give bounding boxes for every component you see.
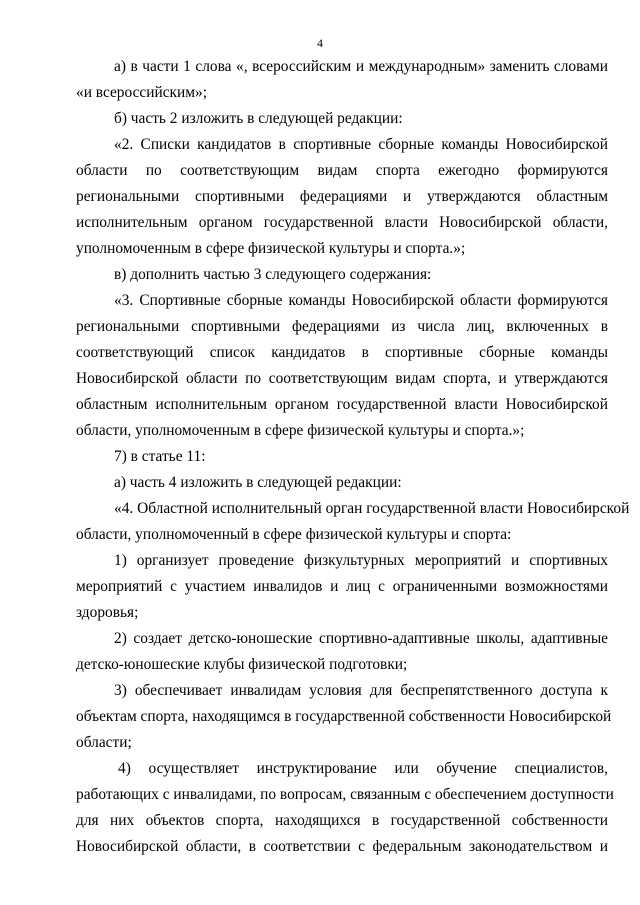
text-line: а) в части 1 слова «, всероссийским и международным» заменить словами [114,58,608,75]
text-line: 1) организует проведение физкультурных мероприятий и спортивных [114,552,608,569]
text-line: областным исполнительным органом государственной власти Новосибирской [76,396,608,413]
page-number: 4 [317,36,323,50]
text-line: 7) в статье 11: [114,448,206,465]
text-line: Новосибирской области, в соответствии с федеральным законодательством и [76,838,608,855]
text-line: «4. Областной исполнительный орган государственной власти Новосибирской [114,500,630,517]
text-line: детско-юношеские клубы физической подготовки; [76,656,408,673]
text-line: 3) обеспечивает инвалидам условия для беспрепятственного доступа к [114,682,608,699]
text-line: а) часть 4 изложить в следующей редакции: [114,474,402,491]
text-line: для них объектов спорта, находящихся в государственной собственности [76,812,608,829]
text-line: в) дополнить частью 3 следующего содержания: [114,266,432,283]
text-line: мероприятий с участием инвалидов и лиц с ограниченными возможностями [76,578,608,595]
text-line: исполнительным органом государственной власти Новосибирской области, [76,214,608,231]
text-line: уполномоченным в сфере физической культуры и спорта.»; [76,240,466,257]
text-line: здоровья; [76,604,139,621]
text-line: 2) создает детско-юношеские спортивно-адаптивные школы, адаптивные [114,630,608,647]
text-line: объектам спорта, находящимся в государственной собственности Новосибирской [76,708,612,725]
text-line: области, уполномоченным в сфере физической культуры и спорта.»; [76,422,525,439]
text-line: области, уполномоченный в сфере физической культуры и спорта: [76,526,512,543]
text-line: б) часть 2 изложить в следующей редакции: [114,110,403,127]
text-line: региональными спортивными федерациями и утверждаются областным [76,188,608,205]
text-line: работающих с инвалидами, по вопросам, связанным с обеспечением доступности [76,786,614,803]
text-line: соответствующий список кандидатов в спортивные сборные команды [76,344,608,361]
text-line: «и всероссийским»; [76,84,207,101]
text-line: 4) осуществляет инструктирование или обучение специалистов, [118,760,608,777]
text-line: области по соответствующим видам спорта ежегодно формируются [76,162,608,179]
text-line: региональными спортивными федерациями из числа лиц, включенных в [76,318,608,335]
text-line: «2. Списки кандидатов в спортивные сборные команды Новосибирской [114,136,608,153]
text-line: «3. Спортивные сборные команды Новосибирской области формируются [114,292,608,309]
text-line: области; [76,734,132,751]
text-line: Новосибирской области по соответствующим видам спорта, и утверждаются [76,370,608,387]
